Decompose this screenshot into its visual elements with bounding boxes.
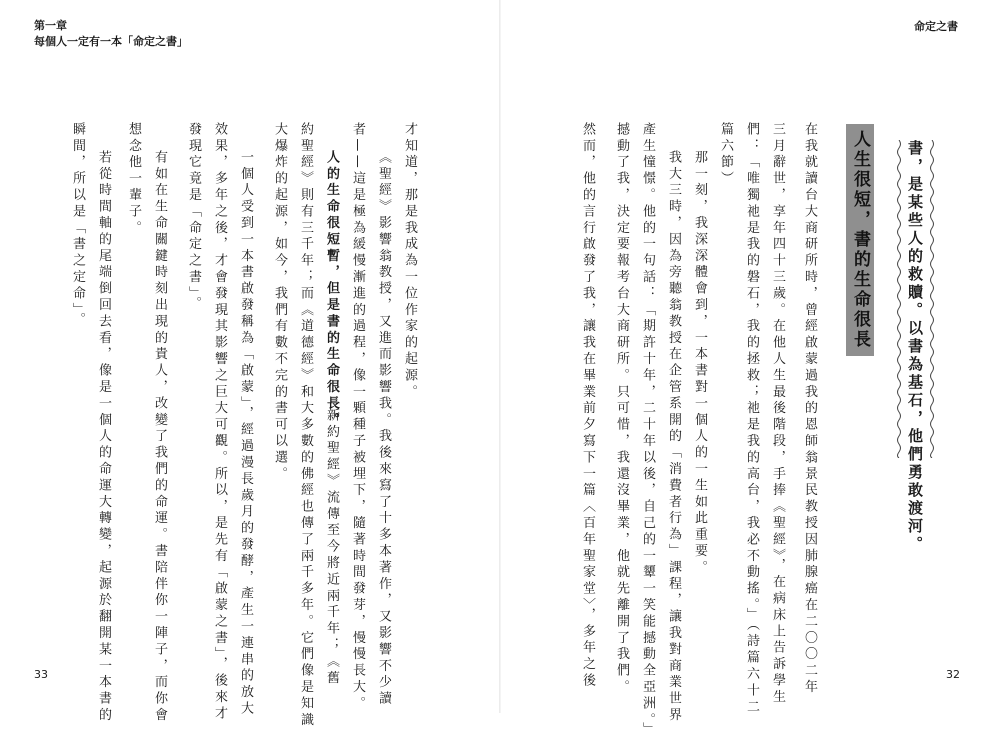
body-line: 想念他一輩子。 bbox=[126, 122, 141, 237]
body-line: 們：「唯獨祂是我的磐石，我的拯救；祂是我的高台，我必不動搖。」（詩篇六十二 bbox=[744, 122, 759, 716]
chapter-number: 第一章 bbox=[34, 19, 67, 32]
body-line: 有如在生命關鍵時刻出現的貴人，改變了我們的命運。書陪伴你一陣子，而你會 bbox=[152, 150, 167, 724]
page-number-right: 32 bbox=[946, 668, 960, 681]
body-line: 新約聖經》流傳至今將近兩千年；《舊 bbox=[324, 408, 339, 687]
body-line: 篇六節） bbox=[718, 122, 733, 188]
body-line: 才知道，那是我成為一位作家的起源。 bbox=[402, 122, 417, 401]
page-number-left: 33 bbox=[34, 668, 48, 681]
body-line: 在我就讀台大商研所時，曾經啟蒙過我的恩師翁景民教授因肺腺癌在二〇〇二年 bbox=[802, 122, 817, 696]
emphasis-line: 人的生命很短暫，但是書的生命很長。 bbox=[324, 150, 339, 429]
chapter-title: 每個人一定有一本「命定之書」 bbox=[34, 35, 188, 48]
body-line: 若從時間軸的尾端倒回去看，像是一個人的命運大轉變，起源於翻開某一本書的 bbox=[96, 150, 111, 724]
body-line: 一個人受到一本書啟發稱為「啟蒙」，經過漫長歲月的發酵，產生一連串的放大 bbox=[238, 150, 253, 718]
epigraph-quote: 書，是某些人的救贖。以書為基石，他們勇敢渡河。 bbox=[906, 140, 924, 554]
body-line: 瞬間，所以是「書之定命」。 bbox=[70, 122, 85, 329]
quote-wavy-rule-left bbox=[896, 140, 902, 458]
body-line: 約聖經》則有三千年；而《道德經》和大多數的佛經也傳了兩千多年。它們像是知識 bbox=[298, 122, 313, 729]
body-line: 那一刻，我深深體會到，一本書對一個人的一生如此重要。 bbox=[692, 150, 707, 577]
body-line: 撼動了我，決定要報考台大商研所。只可惜，我還沒畢業，他就先離開了我們。 bbox=[614, 122, 629, 696]
body-line: 三月辭世，享年四十三歲。在他人生最後階段，手捧《聖經》，在病床上告訴學生 bbox=[770, 122, 785, 706]
body-line: 然而，他的言行啟發了我，讓我在畢業前夕寫下一篇〈百年聖家堂〉，多年之後 bbox=[580, 122, 595, 690]
body-line: 者——這是極為緩慢漸進的過程，像一顆種子被埋下，隨著時間發芽，慢慢長大。 bbox=[350, 122, 365, 713]
running-header-right: 命定之書 bbox=[914, 20, 958, 33]
book-gutter bbox=[499, 0, 501, 713]
body-line: 產生憧憬。他的一句話：「期許十年，二十年以後，自己的一顰一笑能撼動全亞洲。」 bbox=[640, 122, 655, 739]
body-line: 發現它竟是「命定之書」。 bbox=[186, 122, 201, 313]
body-line: 效果，多年之後，才會發現其影響之巨大可觀。所以，是先有「啟蒙之書」，後來才 bbox=[212, 122, 227, 723]
body-line: 我大三時，因為旁聽翁教授在企管系開的「消費者行為」課程，讓我對商業世界 bbox=[666, 150, 681, 724]
quote-wavy-rule-right bbox=[929, 140, 935, 458]
body-line: 大爆炸的起源，如今，我們有數不完的書可以選。 bbox=[272, 122, 287, 483]
body-line: 《聖經》影響翁教授，又進而影響我。我後來寫了十多本著作，又影響不少讀 bbox=[376, 150, 391, 708]
running-header-left bbox=[34, 18, 188, 50]
section-heading: 人生很短，書的生命很長 bbox=[846, 124, 874, 356]
